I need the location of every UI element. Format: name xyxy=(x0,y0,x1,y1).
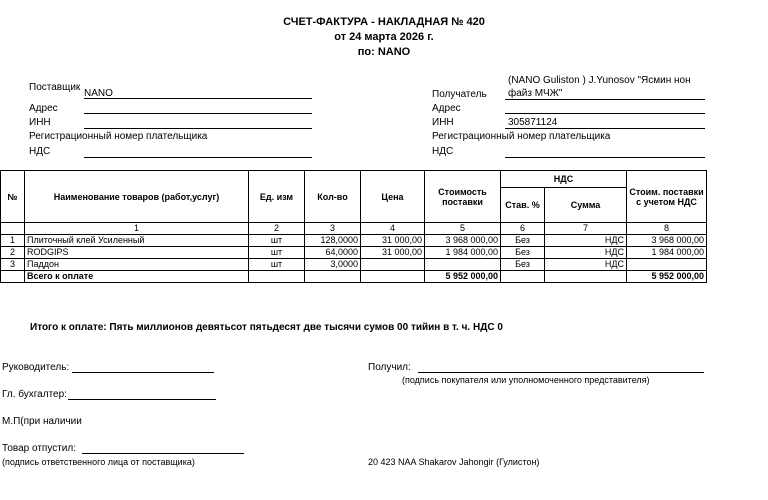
received-label: Получил: xyxy=(368,362,411,373)
row-vat-rate: Без xyxy=(501,235,545,247)
colnum-blank xyxy=(1,223,25,235)
document-title: СЧЕТ-ФАКТУРА - НАКЛАДНАЯ № 420 xyxy=(283,16,485,28)
stamp-label: М.П(при наличии xyxy=(2,416,82,427)
row-total xyxy=(627,259,707,271)
accountant-sign-line xyxy=(68,399,216,400)
recipient-vat-line xyxy=(505,157,705,158)
total-empty-rate xyxy=(501,271,545,283)
supplier-underline xyxy=(84,98,312,99)
header-vat: НДС xyxy=(501,171,627,188)
row-qty: 64,0000 xyxy=(305,247,361,259)
row-num: 2 xyxy=(1,247,25,259)
row-vat-sum: НДС xyxy=(545,247,627,259)
header-num: № xyxy=(1,171,25,223)
colnum-1: 1 xyxy=(25,223,249,235)
colnum-3: 3 xyxy=(305,223,361,235)
supplier-address-line xyxy=(84,113,312,114)
row-price xyxy=(361,259,425,271)
header-unit: Ед. изм xyxy=(249,171,305,223)
row-price: 31 000,00 xyxy=(361,247,425,259)
header-vat-rate: Став. % xyxy=(501,188,545,223)
released-label: Товар отпустил: xyxy=(2,443,76,454)
total-empty-qty xyxy=(305,271,361,283)
supplier-inn-label: ИНН xyxy=(29,117,51,128)
table-row xyxy=(1,235,707,247)
colnum-8: 8 xyxy=(627,223,707,235)
total-empty-unit xyxy=(249,271,305,283)
row-total: 1 984 000,00 xyxy=(627,247,707,259)
head-label: Руководитель: xyxy=(2,362,70,373)
released-note: (подпись ответственного лица от поставщика) xyxy=(2,457,195,467)
colnum-4: 4 xyxy=(361,223,425,235)
colnum-5: 5 xyxy=(425,223,501,235)
document-for: по: NANO xyxy=(357,46,411,58)
supplier-reg-label: Регистрационный номер плательщика xyxy=(29,131,208,142)
header-total: Стоим. поставки с учетом НДС xyxy=(627,171,707,223)
recipient-value-1: (NANO Guliston ) J.Yunosov "Ясмин нон xyxy=(508,75,691,86)
amount-in-words: Итого к оплате: Пять миллионов девятьсот пятьдесят две тысячи сумов 00 тийин в т. ч. НДС 0 xyxy=(30,322,503,333)
row-vat-sum: НДС xyxy=(545,259,627,271)
recipient-address-line xyxy=(505,113,705,114)
supplier-label: Поставщик xyxy=(29,82,81,93)
header-cost: Стоимость поставки xyxy=(425,171,501,223)
supplier-vat-label: НДС xyxy=(29,146,51,157)
released-sign-line xyxy=(82,453,244,454)
header-vat-sum: Сумма xyxy=(545,188,627,223)
row-vat-rate: Без xyxy=(501,247,545,259)
recipient-label: Получатель xyxy=(432,89,487,100)
total-sum: 5 952 000,00 xyxy=(627,271,707,283)
row-unit: шт xyxy=(249,247,305,259)
header-name: Наименование товаров (работ,услуг) xyxy=(25,171,249,223)
received-note: (подпись покупателя или уполномоченного представителя) xyxy=(402,375,650,385)
head-sign-line xyxy=(72,372,214,373)
recipient-address-label: Адрес xyxy=(432,103,461,114)
colnum-2: 2 xyxy=(249,223,305,235)
row-cost: 1 984 000,00 xyxy=(425,247,501,259)
table-row xyxy=(1,259,707,271)
row-num: 3 xyxy=(1,259,25,271)
row-num: 1 xyxy=(1,235,25,247)
recipient-vat-label: НДС xyxy=(432,146,454,157)
recipient-underline xyxy=(505,99,705,100)
colnum-6: 6 xyxy=(501,223,545,235)
row-vat-sum: НДС xyxy=(545,235,627,247)
carrier-text: 20 423 NAA Shakarov Jahongir (Гулистон) xyxy=(368,457,540,467)
supplier-inn-line xyxy=(84,128,312,129)
row-total: 3 968 000,00 xyxy=(627,235,707,247)
received-sign-line xyxy=(418,372,704,373)
supplier-address-label: Адрес xyxy=(29,103,58,114)
accountant-label: Гл. бухгалтер: xyxy=(2,389,67,400)
recipient-inn-label: ИНН xyxy=(432,117,454,128)
header-qty: Кол-во xyxy=(305,171,361,223)
recipient-reg-label: Регистрационный номер плательщика xyxy=(432,131,611,142)
row-cost: 3 968 000,00 xyxy=(425,235,501,247)
supplier-value: NANO xyxy=(84,88,113,99)
total-label: Всего к оплате xyxy=(25,271,249,283)
colnum-7: 7 xyxy=(545,223,627,235)
recipient-inn-line xyxy=(505,128,705,129)
total-blank xyxy=(1,271,25,283)
row-unit: шт xyxy=(249,235,305,247)
row-qty: 128,0000 xyxy=(305,235,361,247)
row-name: Паддон xyxy=(25,259,249,271)
total-empty-price xyxy=(361,271,425,283)
row-vat-rate: Без xyxy=(501,259,545,271)
recipient-inn-value: 305871124 xyxy=(508,117,558,128)
recipient-value-2: файз МЧЖ" xyxy=(508,88,563,99)
total-row xyxy=(1,271,707,283)
row-name: Плиточный клей Усиленный xyxy=(25,235,249,247)
total-empty-vat xyxy=(545,271,627,283)
header-price: Цена xyxy=(361,171,425,223)
row-cost xyxy=(425,259,501,271)
row-price: 31 000,00 xyxy=(361,235,425,247)
table-row xyxy=(1,247,707,259)
document-date: от 24 марта 2026 г. xyxy=(334,31,434,43)
row-qty: 3,0000 xyxy=(305,259,361,271)
invoice-table xyxy=(0,170,707,283)
total-cost: 5 952 000,00 xyxy=(425,271,501,283)
supplier-vat-line xyxy=(84,157,312,158)
row-name: RODGIPS xyxy=(25,247,249,259)
row-unit: шт xyxy=(249,259,305,271)
